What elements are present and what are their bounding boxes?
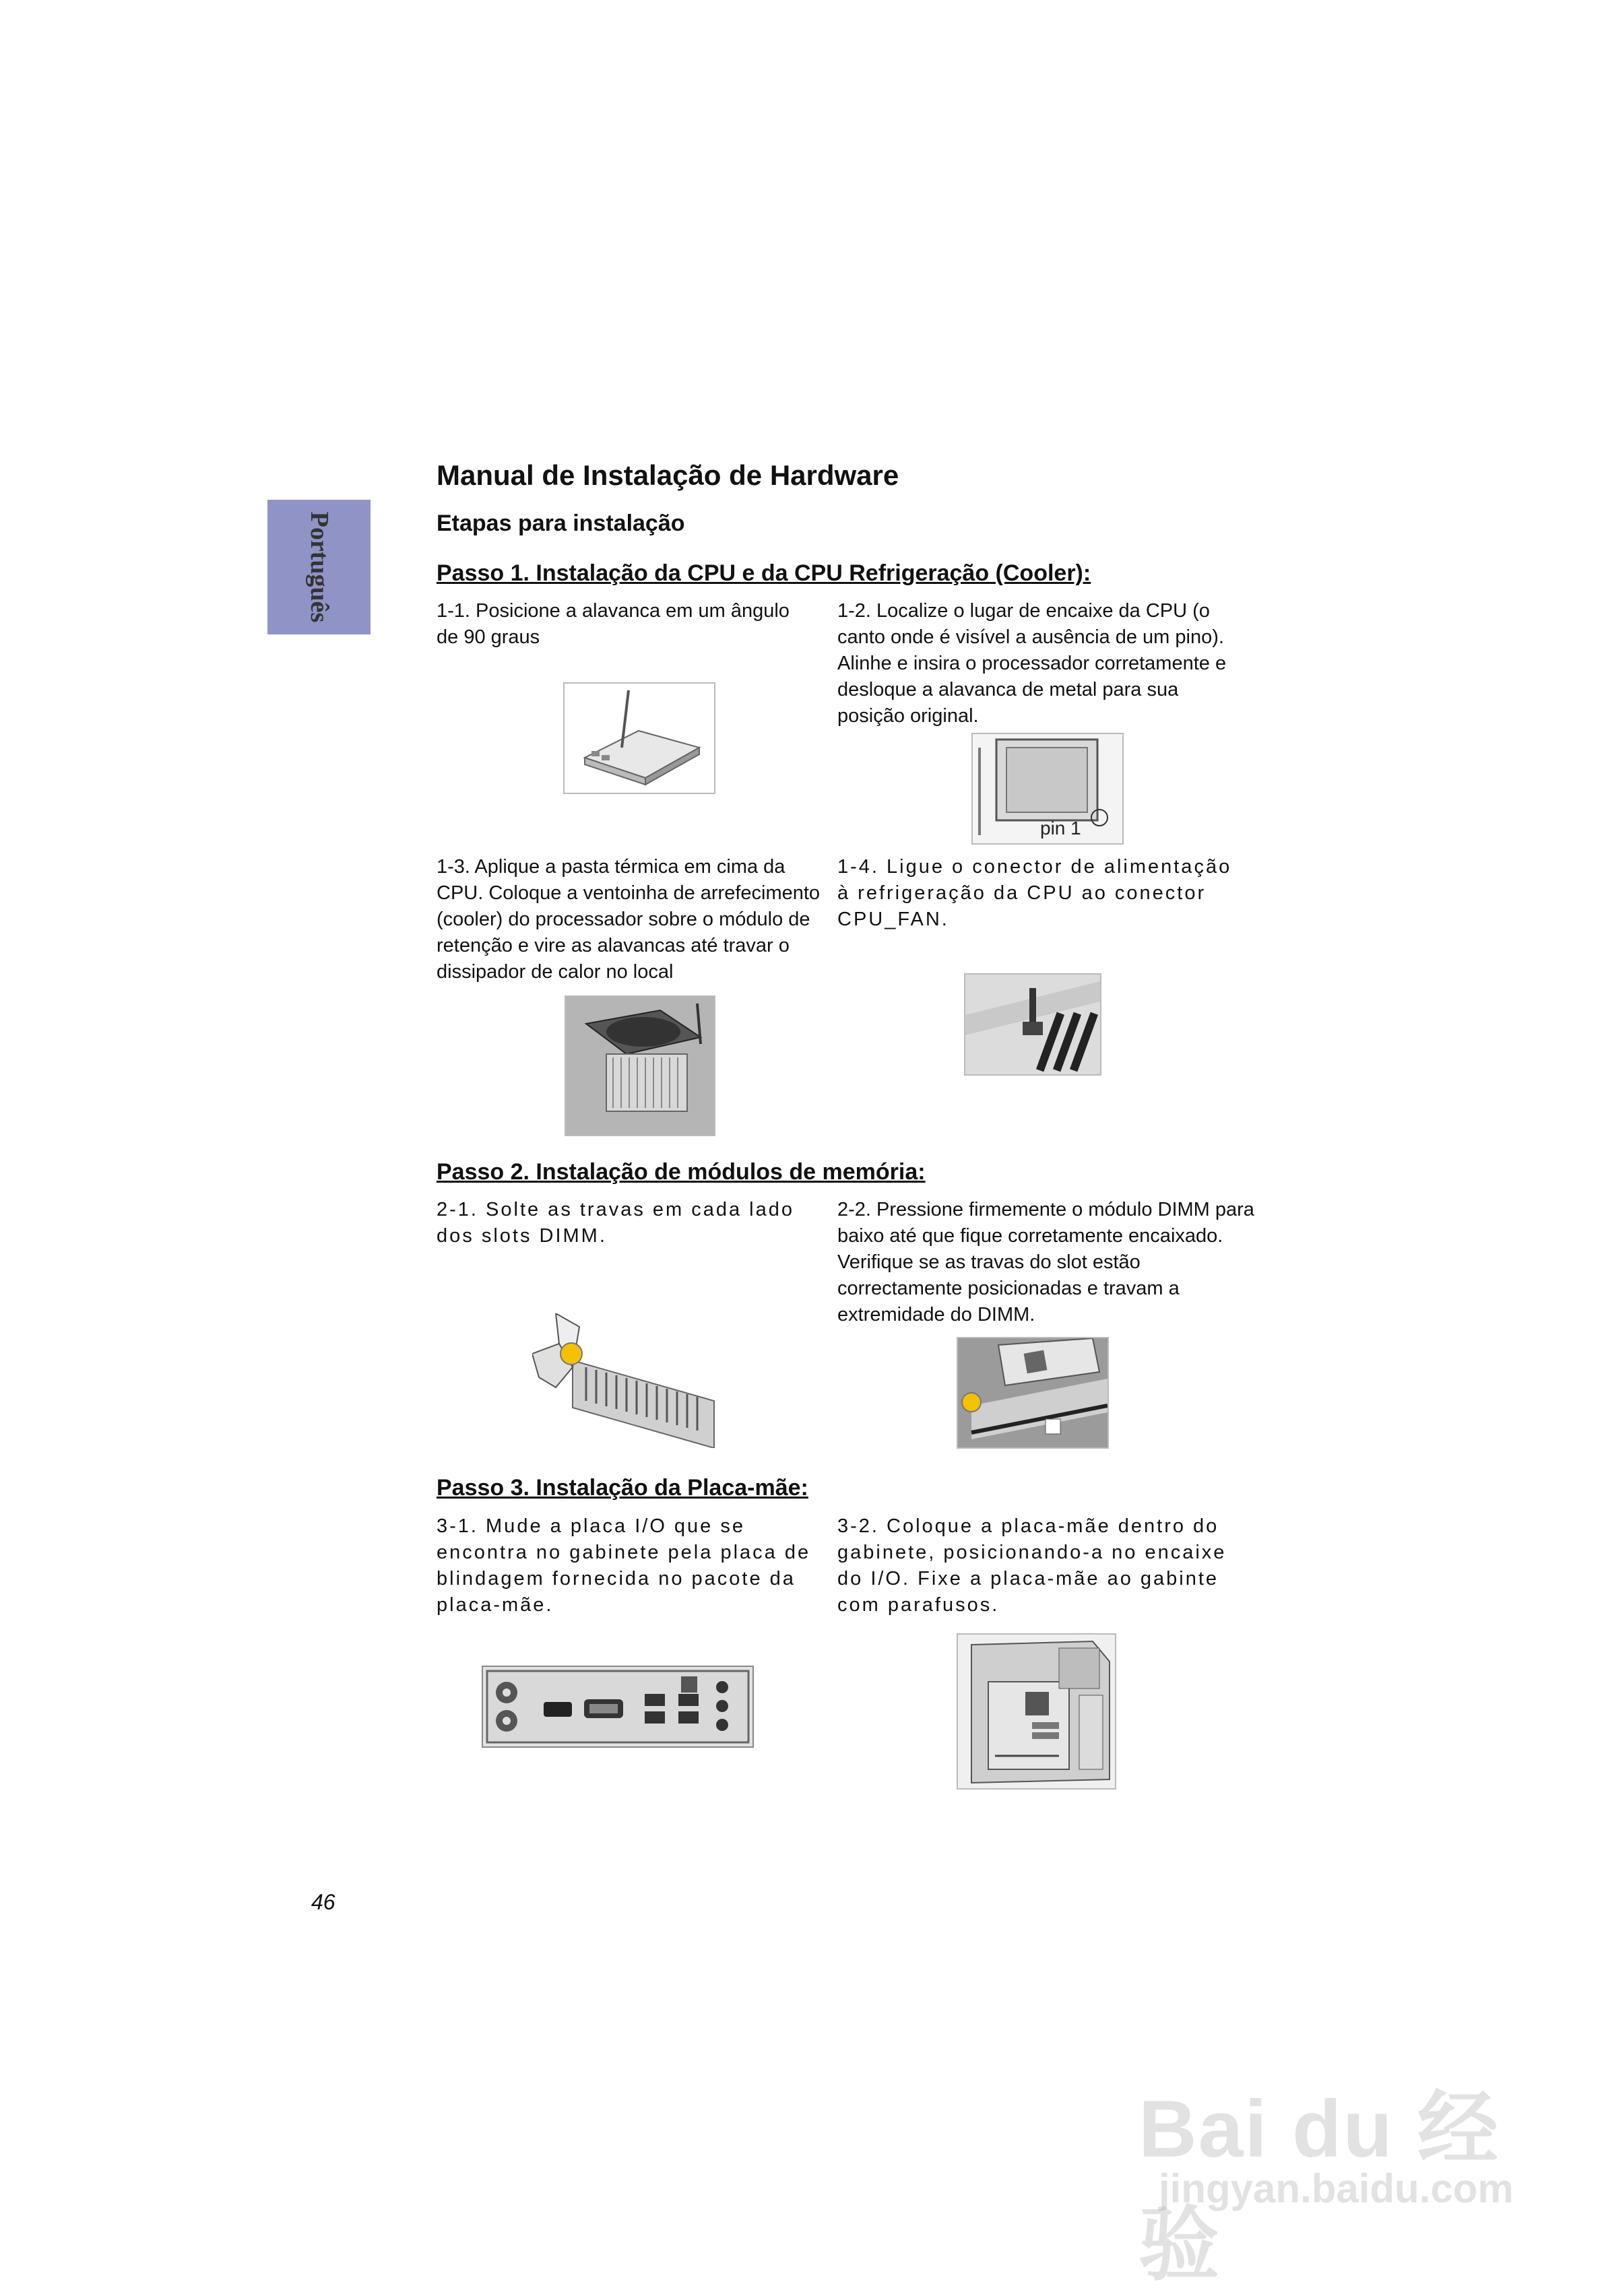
language-tab [267,500,371,634]
step1-4-text: 1-4. Ligue o conector de alimentação à refrigeração da CPU ao conector CPU_FAN. [837,856,1232,930]
io-shield-figure [482,1666,754,1748]
step3-1-text: 3-1. Mude a placa I/O que se encontra no gabinete pela placa de blindagem fornecida no pacote da placa-mãe. [437,1515,811,1616]
dimm-insert-figure [957,1337,1109,1449]
cpu-cooler-figure [565,995,715,1136]
page-subtitle: Etapas para instalação [437,511,685,536]
cpu-fan-connector-figure [964,973,1101,1076]
cpu-lever-figure [563,682,715,794]
step2-heading: Passo 2. Instalação de módulos de memória: [437,1159,926,1185]
motherboard-case-figure [957,1633,1116,1790]
step3-2-text: 3-2. Coloque a placa-mãe dentro do gabinete, posicionando-a no encaixe do I/O. Fixe a placa-mãe ao gabinte com parafusos. [837,1515,1227,1616]
cpu-socket-figure [971,733,1124,845]
baidu-watermark [1138,2027,1516,2290]
step1-3-text: 1-3. Aplique a pasta térmica em cima da CPU. Coloque a ventoinha de arrefecimento (cooler) do processador sobre o módulo de retenção e vire as alavancas até travar o dissipador de calor no local [437,856,821,983]
watermark-brand: Bai du 经验 [1138,2084,1500,2290]
watermark-url: jingyan.baidu.com [1159,2166,1514,2211]
page-title: Manual de Instalação de Hardware [437,459,899,491]
dimm-latch-figure [532,1313,715,1448]
page-number: 46 [311,1890,335,1914]
step1-heading: Passo 1. Instalação da CPU e da CPU Refrigeração (Cooler): [437,560,1091,586]
language-tab-label: Português [304,511,333,623]
step1-1-text: 1-1. Posicione a alavanca em um ângulo de 90 graus [437,600,790,648]
step2-2-text: 2-2. Pressione firmemente o módulo DIMM para baixo até que fique corretamente encaixado. Verifique se as travas do slot estão correctamente posicionadas e travam a extremidade do DIMM. [837,1199,1254,1325]
step3-heading: Passo 3. Instalação da Placa-mãe: [437,1475,808,1501]
pin1-label: pin 1 [1040,818,1081,839]
step1-2-text: 1-2. Localize o lugar de encaixe da CPU (o canto onde é visível a ausência de um pino). Alinhe e insira o processador corretamente e desloque a alavanca de metal para sua posição original. [837,600,1227,727]
step2-1-text: 2-1. Solte as travas em cada lado dos slots DIMM. [437,1199,795,1247]
